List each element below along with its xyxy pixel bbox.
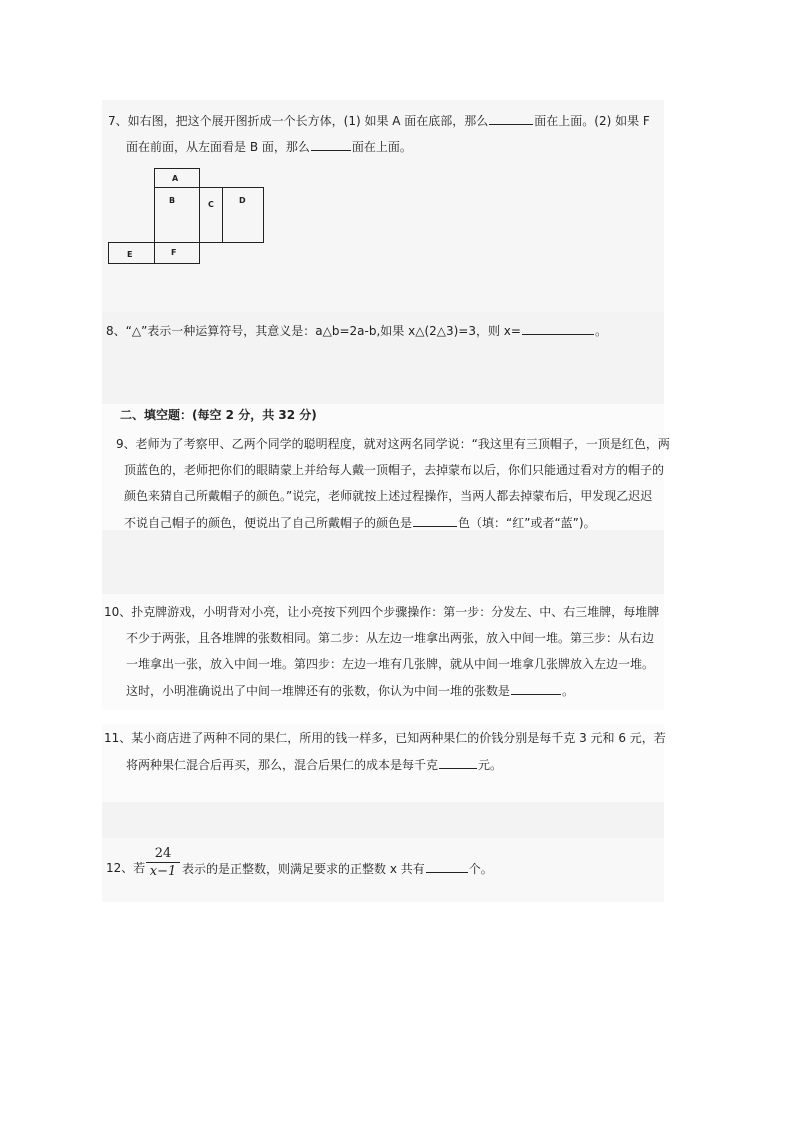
q12-block [102,838,664,902]
cuboid-net-diagram [106,168,266,268]
q8-blank[interactable] [522,322,594,335]
q7-blank2[interactable] [311,138,351,151]
q10-line1: 10、扑克牌游戏，小明背对小亮，让小亮按下列四个步骤操作：第一步：分发左、中、右三堆牌，每堆牌 [104,605,660,619]
q10-block [102,594,664,710]
q8-line: 8、“△”表示一种运算符号，其意义是：a△b=2a-b,如果 x△(2△3)=3，则 x= 。 [106,324,607,338]
q10-line2: 不少于两张，且各堆牌的张数相同。第二步：从左边一堆拿出两张，放入中间一堆。第三步：从右边 [126,631,655,645]
q12-text: 表示的是正整数，则满足要求的正整数 x 共有 个。 [182,862,493,876]
q12-prefix: 12、若 [106,861,146,875]
net-face-c: C [199,187,223,243]
net-face-e: E [108,242,155,264]
q9-line4: 不说自己帽子的颜色，便说出了自己所戴帽子的颜色是 色（填：“红”或者“蓝”)。 [124,516,596,530]
q12-blank[interactable] [426,860,468,873]
q9-block [102,404,670,530]
q12-fraction [146,846,180,879]
section2-heading: 二、填空题：(每空 2 分，共 32 分) [120,408,317,422]
q10-line4: 这时，小明准确说出了中间一堆牌还有的张数，你认为中间一堆的张数是 。 [126,684,575,698]
q9-line1: 9、老师为了考察甲、乙两个同学的聪明程度，就对这两名同学说：“我这里有三顶帽子，一顶是红色，两 [116,437,670,451]
net-face-f: F [154,242,200,264]
q11-block [102,724,664,802]
q7-line2: 面在前面，从左面看是 B 面，那么 面在上面。 [126,140,412,154]
q9-line2: 顶蓝色的，老师把你们的眼睛蒙上并给每人戴一顶帽子，去掉蒙布以后，你们只能通过看对方的帽子的 [124,463,665,477]
fraction-numerator: 24 [154,846,172,861]
fraction-denominator: x−1 [149,864,177,879]
q11-line2: 将两种果仁混合后再买，那么，混合后果仁的成本是每千克 元。 [126,758,503,772]
q11-blank[interactable] [439,756,477,769]
q8-block [102,312,664,404]
gap-block-2 [102,802,664,838]
q9-blank[interactable] [413,514,457,527]
gap-block-1 [102,530,664,594]
q7-block [102,100,664,312]
fraction-bar [146,862,180,863]
net-face-d: D [222,187,264,243]
q9-line3: 颜色来猜自己所戴帽子的颜色。”说完，老师就按上述过程操作，当两人都去掉蒙布后，甲发现乙迟迟 [124,489,653,503]
q7-line1: 7、如右图，把这个展开图折成一个长方体，(1) 如果 A 面在底部，那么 面在上面。(2) 如果 F [108,114,650,128]
q10-line3: 一堆拿出一张，放入中间一堆。第四步：左边一堆有几张牌，就从中间一堆拿几张牌放入左边一堆。 [126,657,655,671]
net-face-b: B [154,187,200,243]
q11-line1: 11、某小商店进了两种不同的果仁，所用的钱一样多，已知两种果仁的价钱分别是每千克 3 元和 6 元，若 [104,731,666,745]
net-face-a: A [154,168,200,188]
q7-blank1[interactable] [489,112,533,125]
q10-blank[interactable] [511,682,561,695]
